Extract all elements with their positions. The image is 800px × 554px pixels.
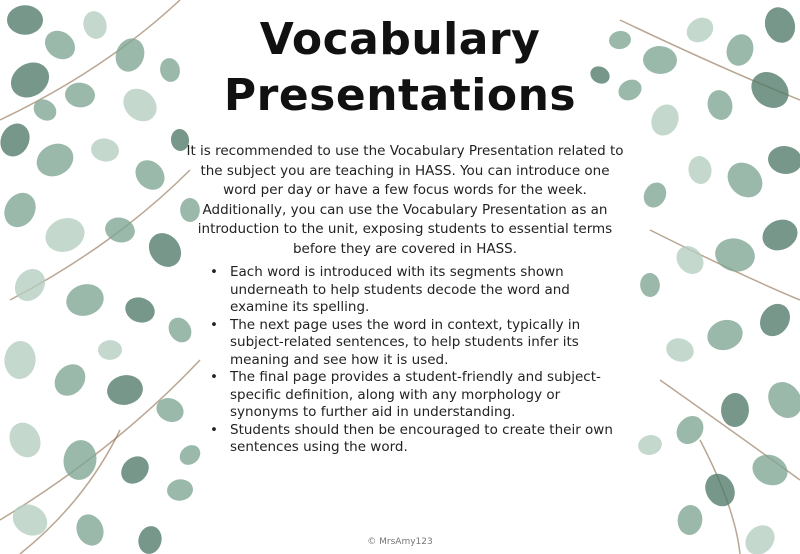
eucalyptus-leaf (671, 411, 709, 450)
eucalyptus-leaf (89, 136, 121, 163)
eucalyptus-leaf (647, 100, 684, 140)
eucalyptus-leaf (676, 504, 704, 537)
eucalyptus-leaf (117, 82, 164, 128)
bullet-item: • Students should then be encouraged to create their own sentences using the word. (208, 422, 628, 457)
eucalyptus-leaf (152, 394, 187, 427)
eucalyptus-leaf (129, 154, 170, 195)
eucalyptus-leaf (4, 417, 47, 463)
eucalyptus-leaf (9, 263, 52, 307)
eucalyptus-leaf (4, 55, 55, 104)
bullet-item: • The final page provides a student-friendly and subject-specific definition, along with any morphology or synonyms to further aid in understanding. (208, 369, 628, 422)
eucalyptus-leaf (30, 95, 61, 125)
eucalyptus-leaf (640, 273, 661, 298)
copyright-footer: © MrsAmy123 (367, 537, 433, 547)
eucalyptus-leaf (663, 335, 697, 365)
bullet-list (208, 264, 628, 457)
eucalyptus-leaf (122, 293, 159, 326)
bullet-item: • The next page uses the word in context, typically in subject-related sentences, to help students infer its meaning and see how it is used. (208, 317, 628, 370)
eucalyptus-leaf (64, 81, 96, 108)
eucalyptus-leaf (699, 468, 740, 511)
title-line-1: Vocabulary (259, 14, 541, 65)
eucalyptus-leaf (766, 144, 800, 176)
eucalyptus-leaf (761, 375, 800, 424)
eucalyptus-leaf (0, 119, 35, 162)
eucalyptus-leaf (608, 29, 633, 50)
eucalyptus-leaf (62, 280, 107, 321)
eucalyptus-leaf (642, 45, 677, 75)
eucalyptus-leaf (176, 441, 204, 469)
title-line-2: Presentations (223, 70, 577, 121)
eucalyptus-leaf (0, 187, 42, 233)
eucalyptus-leaf (748, 449, 793, 490)
eucalyptus-leaf (166, 478, 194, 502)
eucalyptus-leaf (636, 433, 664, 458)
page-title (200, 12, 600, 124)
eucalyptus-leaf (687, 155, 714, 186)
eucalyptus-leaf (102, 214, 137, 246)
eucalyptus-leaf (31, 137, 79, 182)
eucalyptus-leaf (639, 178, 670, 211)
eucalyptus-leaf (615, 76, 646, 105)
eucalyptus-leaf (80, 8, 110, 41)
eucalyptus-leaf (705, 88, 736, 123)
eucalyptus-leaf (158, 56, 182, 83)
eucalyptus-leaf (98, 340, 123, 361)
eucalyptus-leaf (142, 227, 187, 274)
eucalyptus-leaf (758, 214, 800, 256)
eucalyptus-leaf (712, 235, 758, 276)
eucalyptus-leaf (48, 358, 91, 402)
eucalyptus-leaf (7, 5, 43, 35)
eucalyptus-leaf (721, 156, 770, 205)
eucalyptus-leaf (720, 393, 749, 428)
eucalyptus-leaf (744, 65, 796, 116)
eucalyptus-leaf (39, 25, 80, 65)
eucalyptus-leaf (7, 498, 53, 542)
intro-paragraph: It is recommended to use the Vocabulary Presentation related to the subject you are teaching in HASS. You can introduce one word per day or have a few focus words for the week. Additionally, you can use the Vocabulary Presentation as an introduction to the unit, exposing students to essential terms before they are covered in HASS. (186, 143, 624, 257)
eucalyptus-leaf (40, 212, 89, 257)
eucalyptus-leaf (164, 313, 196, 346)
eucalyptus-leaf (111, 34, 149, 76)
eucalyptus-leaf (754, 298, 796, 342)
bullet-item: • Each word is introduced with its segments shown underneath to help students decode the word and examine its spelling. (208, 264, 628, 317)
eucalyptus-leaf (682, 13, 718, 48)
eucalyptus-leaf (722, 31, 757, 70)
eucalyptus-leaf (760, 3, 799, 46)
eucalyptus-leaf (104, 372, 145, 408)
eucalyptus-leaf (671, 241, 709, 280)
eucalyptus-leaf (116, 451, 155, 490)
eucalyptus-leaf (3, 340, 37, 380)
eucalyptus-leaf (703, 315, 747, 355)
